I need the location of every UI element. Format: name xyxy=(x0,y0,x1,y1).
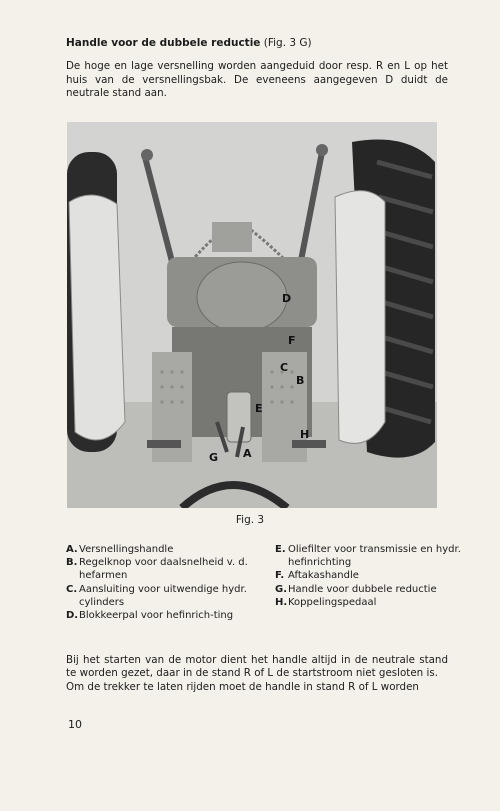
legend-item-f xyxy=(275,569,475,582)
photo-label-e: E xyxy=(255,402,263,415)
body-text xyxy=(66,654,448,694)
legend-text: Koppelingspedaal xyxy=(288,596,377,608)
legend-item-a xyxy=(66,543,266,556)
legend-text: Oliefilter voor transmissie en hydr. hefinrichting xyxy=(288,544,461,569)
figure-caption: Fig. 3 xyxy=(235,514,265,526)
legend-text: Aftakashandle xyxy=(288,570,359,582)
photo-label-c: C xyxy=(280,361,289,374)
legend-text: Regelknop voor daalsnelheid v. d. hefarmen xyxy=(79,557,248,582)
legend-key: C. xyxy=(66,583,78,595)
intro-paragraph: De hoge en lage versnelling worden aangeduid door resp. R en L op het huis van de versnellingsbak. De eveneens aangegeven D duidt de neutrale stand aan. xyxy=(66,60,448,99)
legend-text: Blokkeerpal voor hefinrich-ting xyxy=(79,610,234,622)
section-title: Handle voor de dubbele reductie xyxy=(66,37,261,49)
photo-label-f: F xyxy=(288,334,296,347)
legend-text: Handle voor dubbele reductie xyxy=(288,583,437,595)
legend-key: G. xyxy=(275,583,288,595)
legend-item-e xyxy=(275,543,475,569)
legend-item-d xyxy=(66,609,266,622)
photo-label-b: B xyxy=(296,374,305,387)
legend-item-c xyxy=(66,583,266,609)
legend-text: Aansluiting voor uitwendige hydr. cylinders xyxy=(79,583,247,608)
section-figure-ref: (Fig. 3 G) xyxy=(263,37,312,49)
tractor-photo xyxy=(67,122,437,508)
photo-label-a: A xyxy=(243,447,252,460)
photo-label-d: D xyxy=(282,292,292,305)
legend-item-b xyxy=(66,556,266,582)
tractor-illustration xyxy=(67,122,437,508)
legend-item-h xyxy=(275,596,475,609)
legend-key: A. xyxy=(66,544,78,555)
legend-right xyxy=(275,543,475,609)
legend-key: E. xyxy=(275,544,286,555)
photo-label-h: H xyxy=(300,428,310,441)
legend-key: H. xyxy=(275,596,288,608)
photo-label-g: G xyxy=(209,451,219,464)
legend-key: F. xyxy=(275,570,285,582)
page-number: 10 xyxy=(68,718,82,731)
section-heading xyxy=(66,36,466,50)
body-paragraph-1: Bij het starten van de motor dient het handle altijd in de neutrale stand te worden gezet, daar in de stand R of L de startstroom niet gesloten is. xyxy=(66,654,448,680)
legend-key: B. xyxy=(66,557,78,569)
legend-text: Versnellingshandle xyxy=(79,544,174,555)
body-paragraph-2: Om de trekker te laten rijden moet de handle in stand R of L worden xyxy=(66,680,419,693)
legend-left xyxy=(66,543,266,622)
legend-item-g xyxy=(275,583,475,596)
legend-key: D. xyxy=(66,610,79,622)
